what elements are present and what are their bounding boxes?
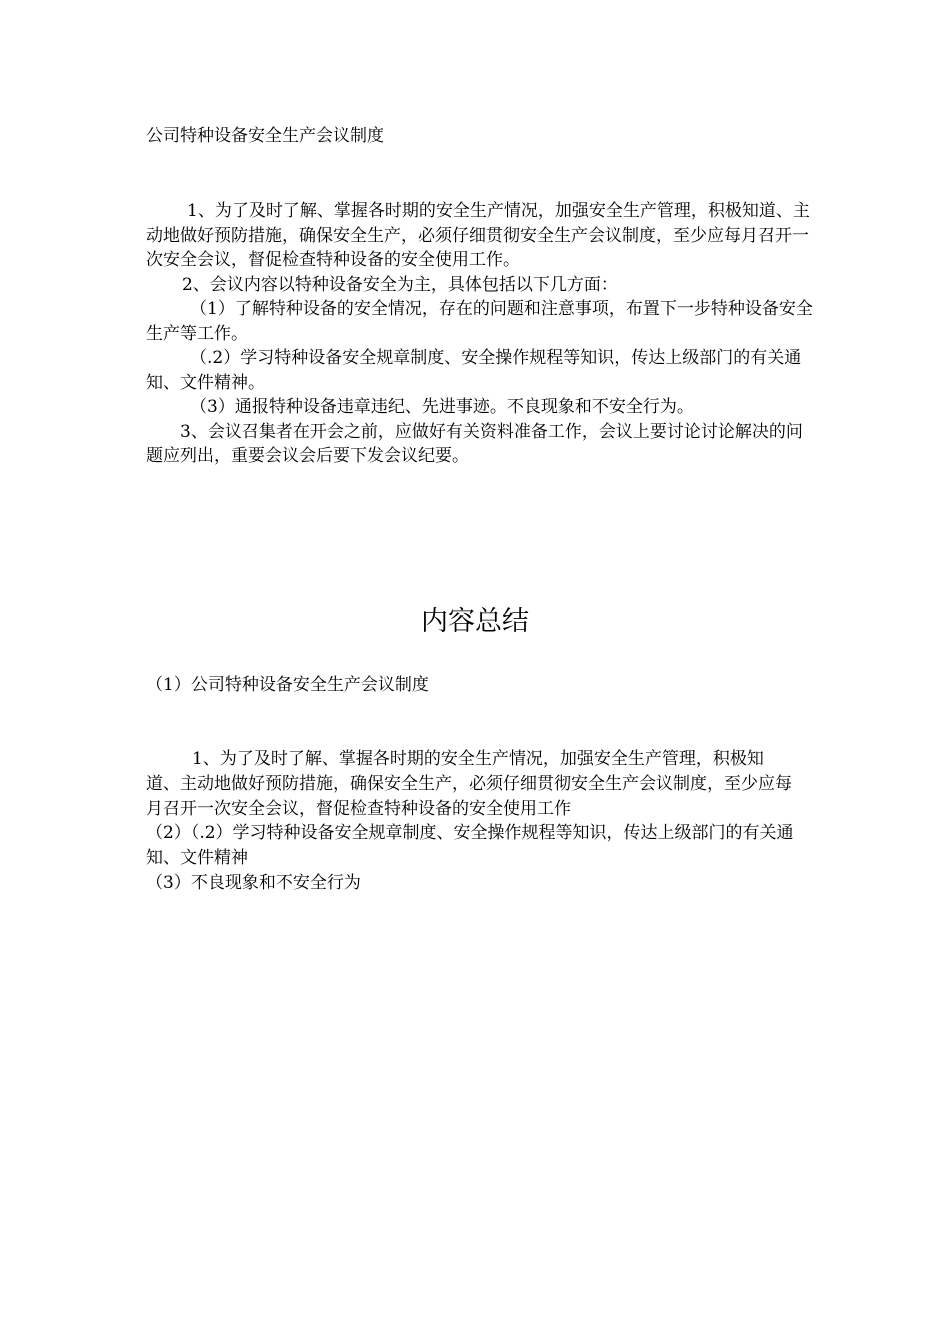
- summary-item-3: （3）不良现象和不安全行为: [146, 872, 361, 893]
- paragraph-2: 2、会议内容以特种设备安全为主，具体包括以下几方面：: [182, 274, 618, 295]
- summary-item-2: （2）（.2）学习特种设备安全规章制度、安全操作规程等知识，传达上级部门的有关通知、文件精神: [146, 823, 794, 869]
- document-title: 公司特种设备安全生产会议制度: [146, 126, 384, 146]
- summary-heading: 内容总结: [421, 606, 529, 637]
- summary-item-1-detail: 1、为了及时了解、掌握各时期的安全生产情况，加强安全生产管理，积极知道、主动地做好预防措施，确保安全生产，必须仔细贯彻安全生产会议制度，至少应每月召开一次安全会议，督促检查特种设备的安全使用工作: [146, 749, 792, 819]
- paragraph-1: 1、为了及时了解、掌握各时期的安全生产情况，加强安全生产管理，积极知道、主动地做好预防措施，确保安全生产，必须仔细贯彻安全生产会议制度，至少应每月召开一次安全会议，督促检查特种设备的安全使用工作。: [146, 201, 810, 270]
- paragraph-item-2: （.2）学习特种设备安全规章制度、安全操作规程等知识，传达上级部门的有关通知、文件精神。: [146, 348, 802, 393]
- summary-item-1: （1）公司特种设备安全生产会议制度: [146, 675, 429, 695]
- document-body: [146, 199, 814, 469]
- paragraph-item-3: （3）通报特种设备违章违纪、先进事迹。不良现象和不安全行为。: [190, 397, 694, 417]
- paragraph-3: 3、会议召集者在开会之前，应做好有关资料准备工作，会议上要讨论讨论解决的问题应列出，重要会议会后要下发会议纪要。: [146, 421, 803, 466]
- paragraph-item-1: （1）了解特种设备的安全情况，存在的问题和注意事项，布置下一步特种设备安全生产等工作。: [146, 299, 813, 344]
- summary-body: [146, 747, 796, 896]
